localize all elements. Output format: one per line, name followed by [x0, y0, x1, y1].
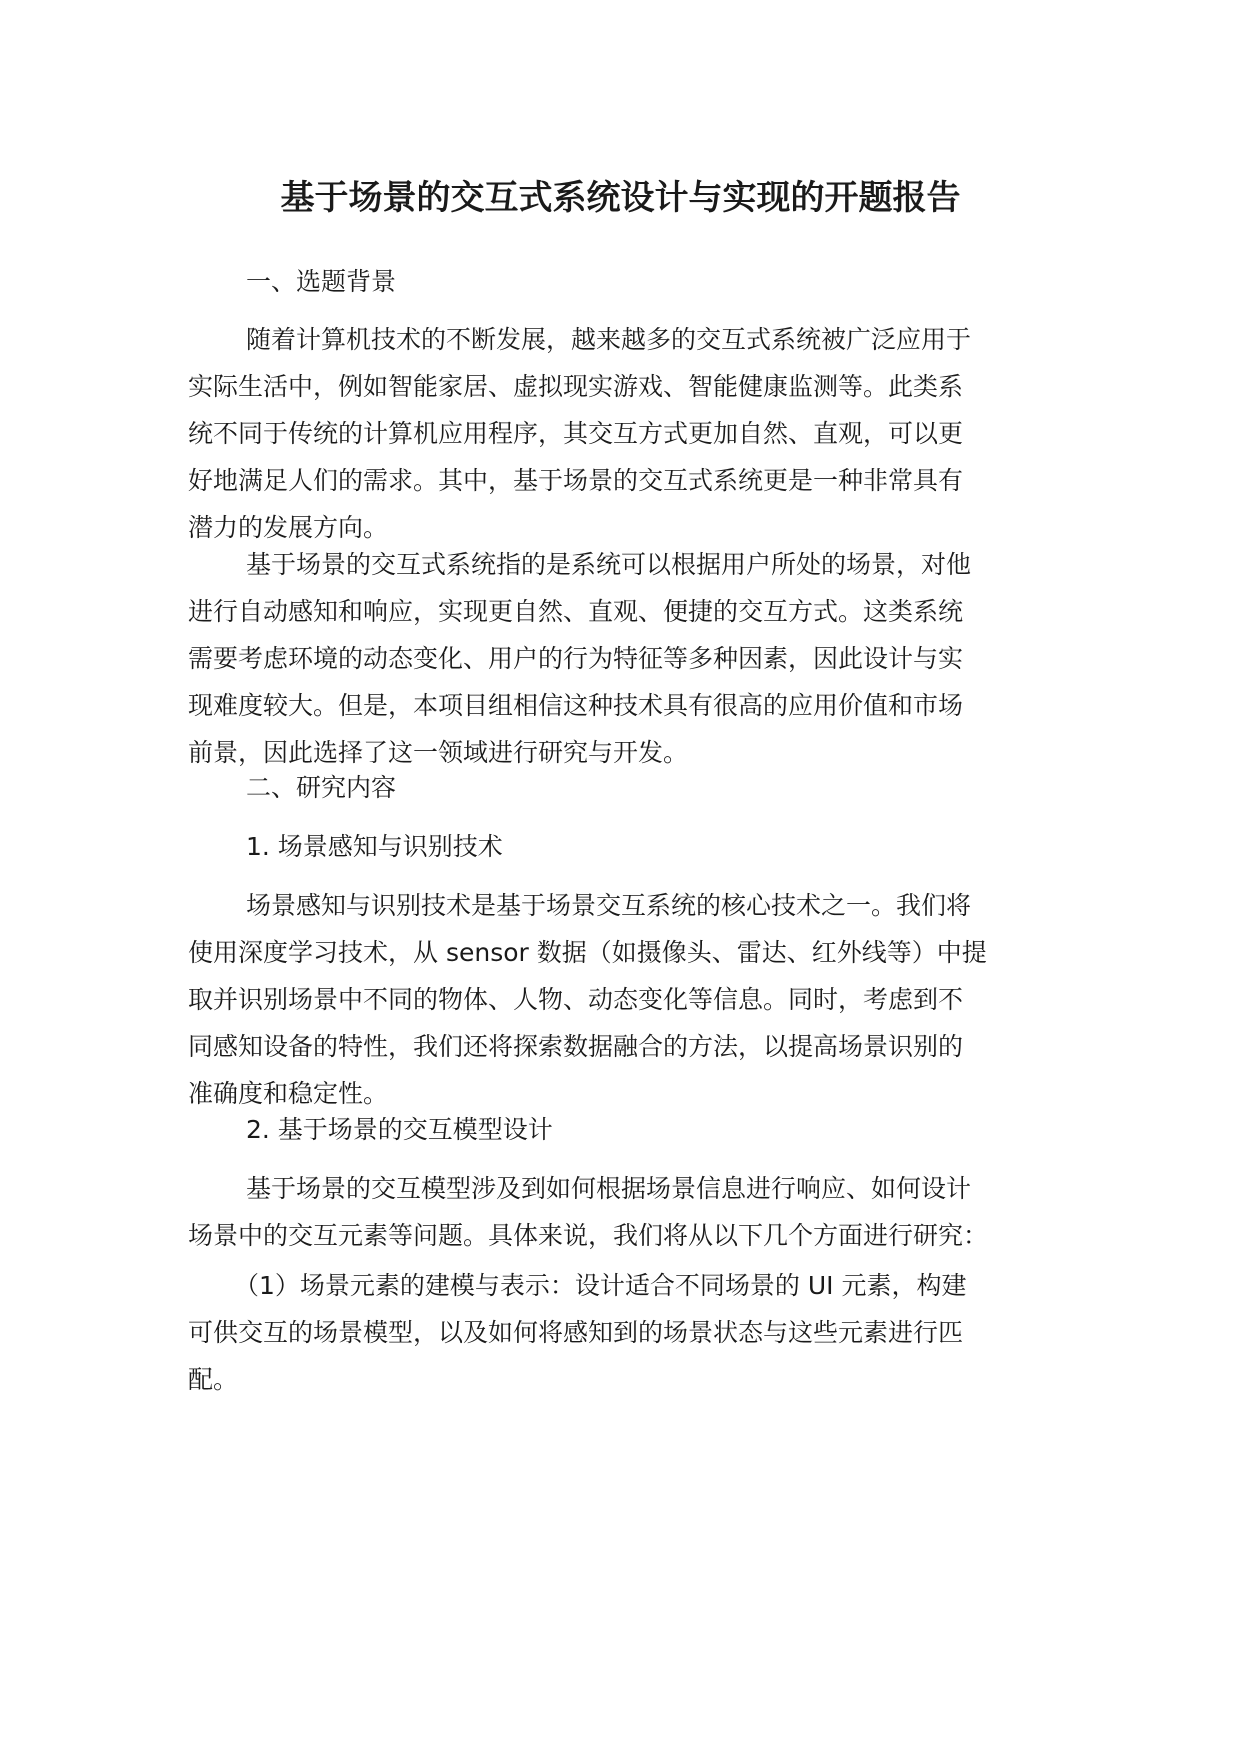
text-line: 现难度较大。但是，本项目组相信这种技术具有很高的应用价值和市场	[188, 691, 964, 720]
text-line: 准确度和稳定性。	[188, 1079, 389, 1108]
list-item-1	[188, 1262, 1068, 1403]
text-line: 基于场景的交互式系统指的是系统可以根据用户所处的场景，对他	[246, 550, 972, 579]
text-line: 统不同于传统的计算机应用程序，其交互方式更加自然、直观，可以更	[188, 419, 964, 448]
text-line: 随着计算机技术的不断发展，越来越多的交互式系统被广泛应用于	[246, 325, 972, 354]
text-line: 可供交互的场景模型，以及如何将感知到的场景状态与这些元素进行匹	[188, 1318, 964, 1347]
text-line: 实际生活中，例如智能家居、虚拟现实游戏、智能健康监测等。此类系	[188, 372, 964, 401]
paragraph-interaction-model	[188, 1165, 1068, 1259]
paragraph-background-2	[188, 541, 1068, 776]
section-heading-research: 二、研究内容	[246, 773, 397, 802]
paragraph-scene-recognition	[188, 882, 1068, 1117]
text-line: 好地满足人们的需求。其中，基于场景的交互式系统更是一种非常具有	[188, 466, 964, 495]
subsection-heading-1: 1. 场景感知与识别技术	[246, 832, 503, 861]
section-heading-background: 一、选题背景	[246, 267, 397, 296]
text-line: 基于场景的交互模型涉及到如何根据场景信息进行响应、如何设计	[246, 1174, 972, 1203]
text-line: 潜力的发展方向。	[188, 513, 389, 542]
text-line: （1）场景元素的建模与表示：设计适合不同场景的 UI 元素，构建	[234, 1271, 967, 1300]
paragraph-background-1	[188, 316, 1068, 551]
text-line: 同感知设备的特性，我们还将探索数据融合的方法，以提高场景识别的	[188, 1032, 964, 1061]
text-line: 前景，因此选择了这一领域进行研究与开发。	[188, 738, 689, 767]
text-line: 需要考虑环境的动态变化、用户的行为特征等多种因素，因此设计与实	[188, 644, 964, 673]
text-line: 使用深度学习技术，从 sensor 数据（如摄像头、雷达、红外线等）中提	[188, 938, 987, 967]
text-line: 场景中的交互元素等问题。具体来说，我们将从以下几个方面进行研究：	[188, 1221, 989, 1250]
document-title: 基于场景的交互式系统设计与实现的开题报告	[280, 178, 961, 218]
text-line: 场景感知与识别技术是基于场景交互系统的核心技术之一。我们将	[246, 891, 972, 920]
text-line: 进行自动感知和响应，实现更自然、直观、便捷的交互方式。这类系统	[188, 597, 964, 626]
text-line: 取并识别场景中不同的物体、人物、动态变化等信息。同时，考虑到不	[188, 985, 964, 1014]
text-line: 配。	[188, 1365, 239, 1394]
subsection-heading-2: 2. 基于场景的交互模型设计	[246, 1115, 553, 1144]
